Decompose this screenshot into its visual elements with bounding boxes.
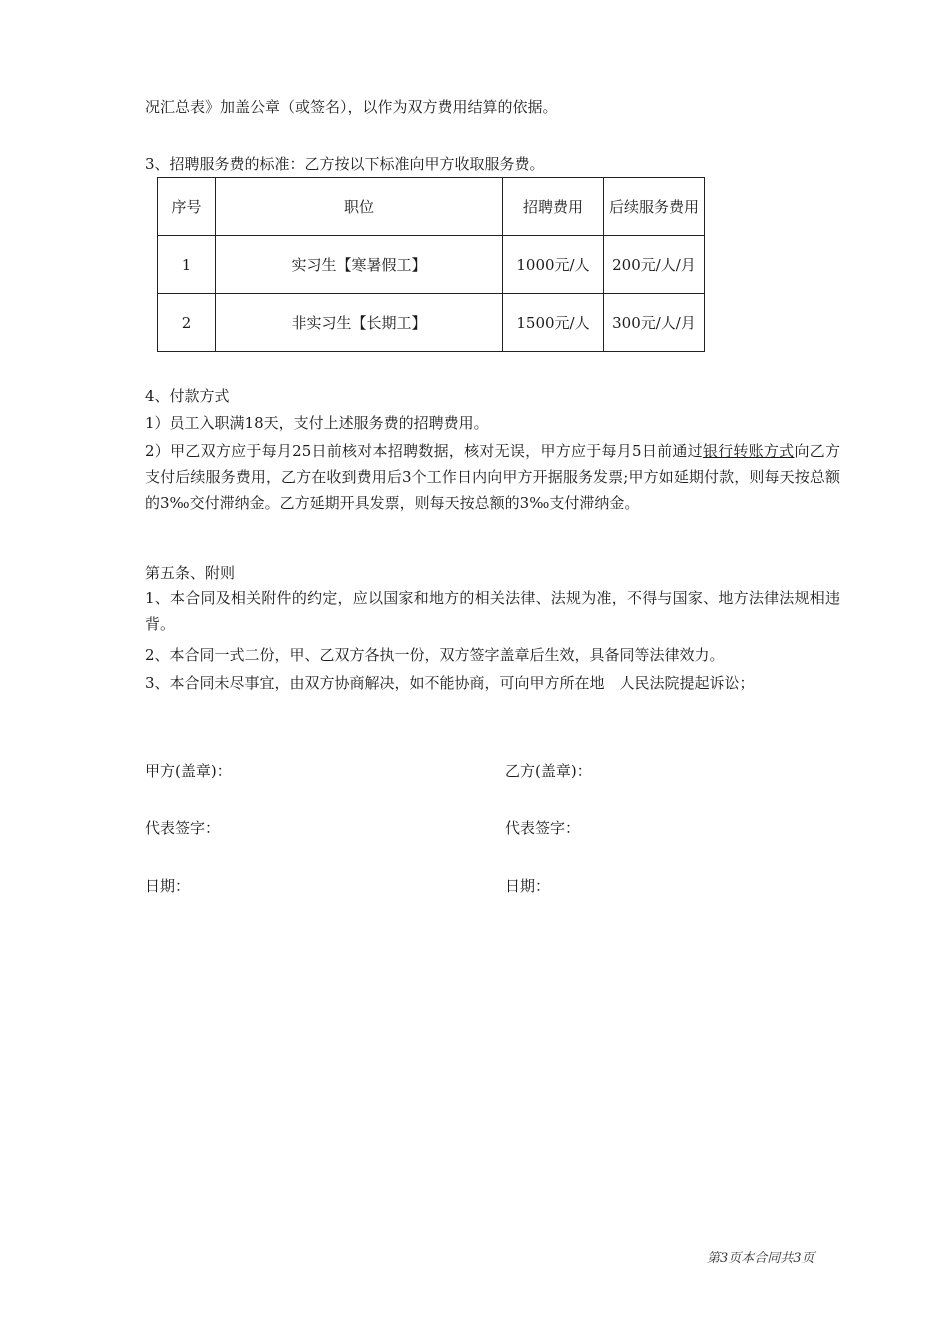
payment-item-2-before: 2）甲乙双方应于每月25日前核对本招聘数据，核对无误，甲方应于每月5日前通过 [145,442,703,460]
party-a-rep-sign-label: 代表签字： [145,819,221,837]
article5-item-3: 3、本合同未尽事宜，由双方协商解决，如不能协商，可向甲方所在地 人民法院提起诉讼； [145,674,755,692]
row-recruit-fee: 1500元/人 [503,294,604,352]
payment-heading: 4、付款方式 [145,387,230,405]
payment-item-2 [145,438,840,516]
payment-item-2-after: 向乙方支付后续服务费用，乙方在收到费用后3个工作日内向甲方开据服务发票;甲方如延期付款，则每天按总额的3‰交付滞纳金。乙方延期开具发票，则每天按总额的3‰支付滞纳金。 [145,442,840,512]
fee-table [157,177,705,352]
party-a-seal-label: 甲方(盖章)： [145,762,232,780]
row-position: 实习生【寒暑假工】 [216,236,503,294]
article5-item-1: 1、本合同及相关附件的约定，应以国家和地方的相关法律、法规为准，不得与国家、地方法律法规相违背。 [145,589,840,633]
fee-heading: 3、招聘服务费的标准：乙方按以下标准向甲方收取服务费。 [145,155,545,173]
payment-item-1: 1）员工入职满18天，支付上述服务费的招聘费用。 [145,414,489,432]
party-b-date-label: 日期： [505,877,551,895]
article5-item-2: 2、本合同一式二份，甲、乙双方各执一份，双方签字盖章后生效，具备同等法律效力。 [145,646,725,664]
table-row [158,294,705,352]
row-no: 2 [158,294,216,352]
party-b-rep-sign-label: 代表签字： [505,819,581,837]
intro-tail-text: 况汇总表》加盖公章（或签名），以作为双方费用结算的依据。 [145,98,558,116]
party-b-seal-label: 乙方(盖章)： [505,762,592,780]
row-no: 1 [158,236,216,294]
row-position: 非实习生【长期工】 [216,294,503,352]
header-recruit-fee: 招聘费用 [503,178,604,236]
table-row [158,236,705,294]
row-recruit-fee: 1000元/人 [503,236,604,294]
party-a-date-label: 日期： [145,877,191,895]
header-no: 序号 [158,178,216,236]
article5-heading: 第五条、附则 [145,564,236,582]
payment-method-underlined: 银行转账方式 [702,442,795,460]
table-header-row [158,178,705,236]
page-footer: 第3页本合同共3页 [707,1251,815,1266]
row-service-fee: 200元/人/月 [604,236,705,294]
header-position: 职位 [216,178,503,236]
row-service-fee: 300元/人/月 [604,294,705,352]
header-service-fee: 后续服务费用 [604,178,705,236]
